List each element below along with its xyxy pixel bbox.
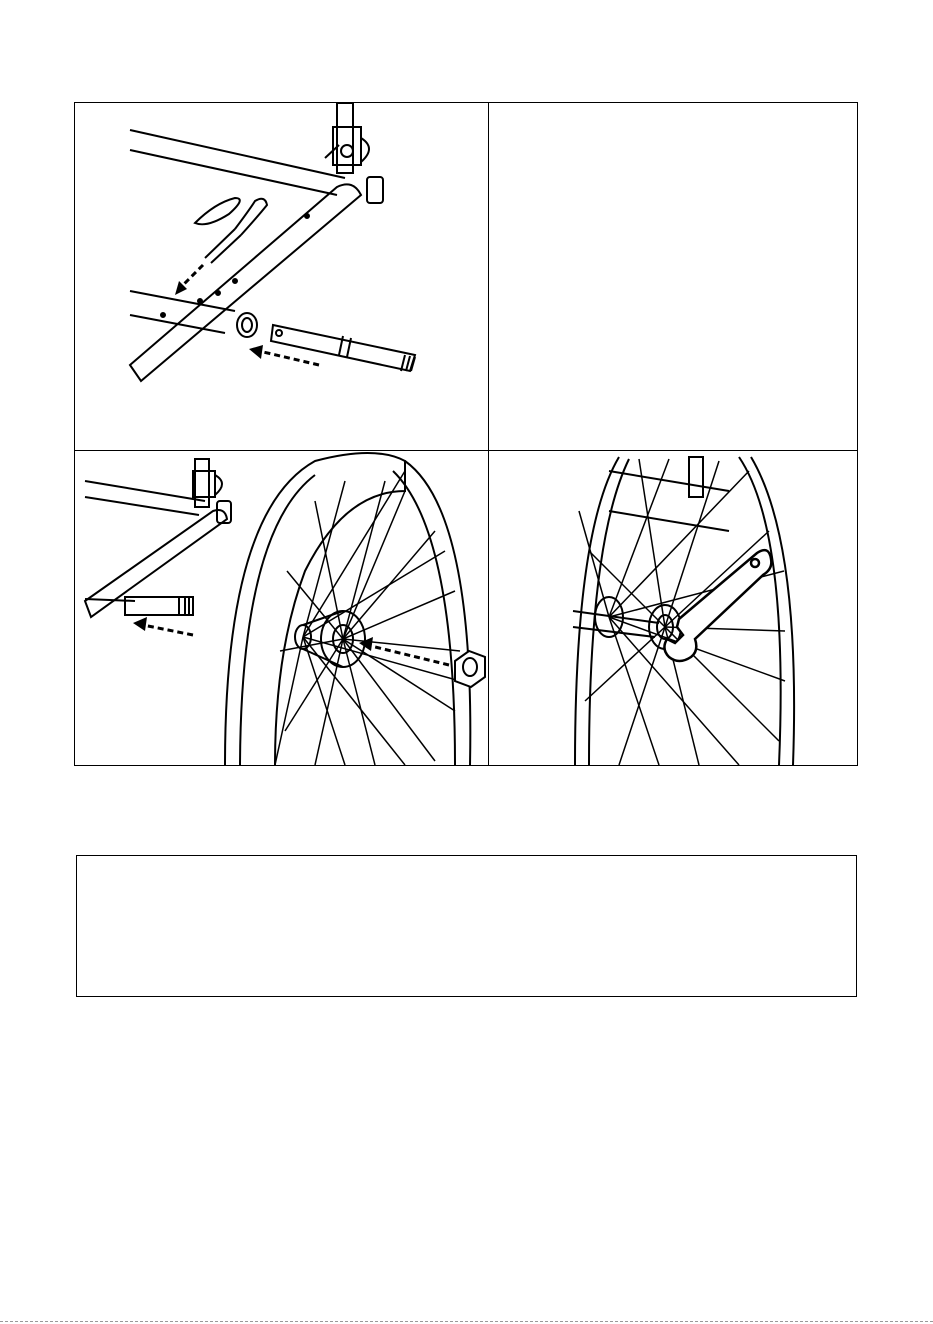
note-box — [76, 855, 857, 997]
frame-assembly-illustration — [75, 103, 489, 451]
figure-wheel-wrench — [489, 451, 857, 765]
figure-empty-panel — [489, 103, 857, 451]
page-bottom-edge — [0, 1321, 933, 1322]
instruction-grid — [74, 102, 858, 766]
wheel-mount-illustration — [75, 451, 489, 765]
figure-frame-pin-axle — [75, 103, 489, 451]
figure-wheel-nut — [75, 451, 489, 765]
wrench-tightening-illustration — [489, 451, 857, 765]
